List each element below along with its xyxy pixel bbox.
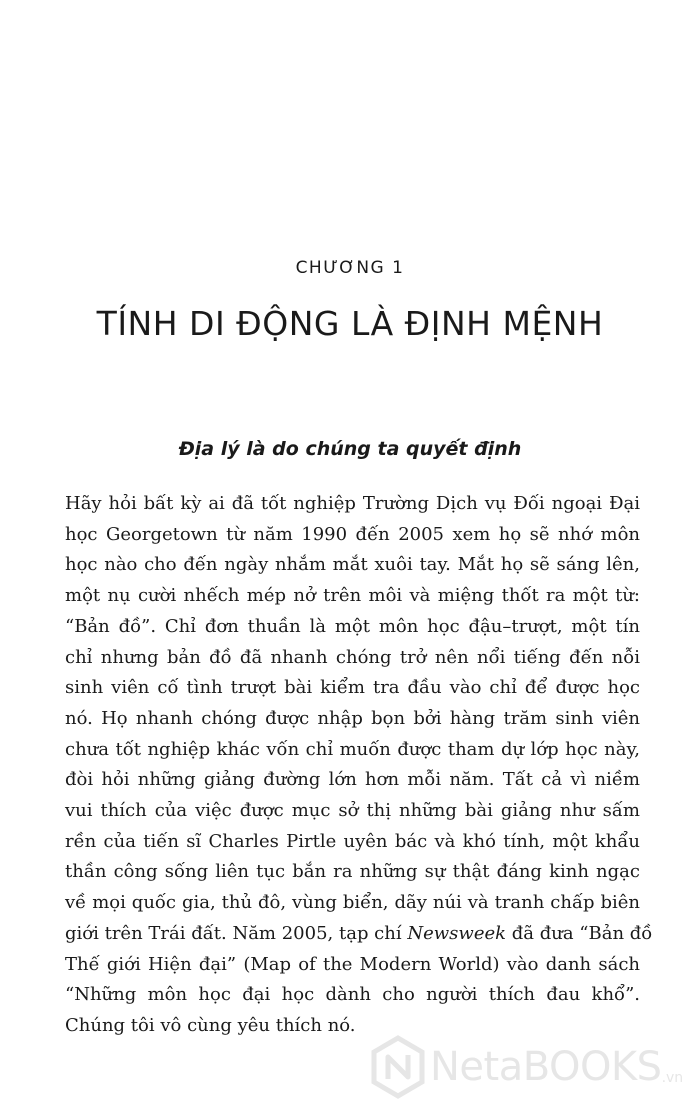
- text-line: học Georgetown từ năm 1990 đến 2005 xem họ sẽ nhớ môn: [65, 523, 640, 545]
- text-line: Hãy hỏi bất kỳ ai đã tốt nghiệp Trường Dịch vụ Đối ngoại Đại: [65, 493, 640, 514]
- text-line: học nào cho đến ngày nhắm mắt xuôi tay. Mắt họ sẽ sáng lên,: [65, 554, 640, 576]
- text-line: Thế giới Hiện đại” (Map of the Modern World) vào danh sách: [65, 953, 640, 975]
- text-segment: giới trên Trái đất. Năm 2005, tạp chí: [65, 922, 402, 944]
- text-segment: đã đưa “Bản đồ: [511, 922, 653, 944]
- watermark: [370, 1022, 690, 1112]
- text-line: “Những môn học đại học dành cho người thích đau khổ”.: [65, 984, 640, 1006]
- text-line: thần công sống liên tục bắn ra những sự thật đáng kinh ngạc: [65, 861, 640, 883]
- body-paragraph: [65, 489, 653, 1042]
- text-line: “Bản đồ”. Chỉ đơn thuần là một môn học đậu–trượt, một tín: [65, 615, 640, 637]
- magazine-name: Newsweek: [407, 922, 507, 944]
- text-line: rền của tiến sĩ Charles Pirtle uyên bác và khó tính, một khẩu: [65, 830, 640, 852]
- text-line-mixed: [65, 919, 653, 950]
- text-line: chỉ nhưng bản đồ đã nhanh chóng trở nên nổi tiếng đến nỗi: [65, 646, 640, 668]
- watermark-brand: NetaBOOKS: [430, 1044, 662, 1090]
- netabooks-logo-icon: [370, 1035, 426, 1099]
- text-line: sinh viên cố tình trượt bài kiểm tra đầu vào chỉ để được học: [65, 677, 640, 699]
- text-line: một nụ cười nhếch mép nở trên môi và miệng thốt ra một từ:: [65, 585, 640, 607]
- chapter-label: CHƯƠNG 1: [295, 258, 405, 278]
- text-line: Chúng tôi vô cùng yêu thích nó.: [65, 1014, 356, 1036]
- chapter-title: TÍNH DI ĐỘNG LÀ ĐỊNH MỆNH: [96, 304, 604, 343]
- text-line: đòi hỏi những giảng đường lớn hơn mỗi năm. Tất cả vì niềm: [65, 769, 640, 791]
- text-line: vui thích của việc được mục sở thị những bài giảng như sấm: [65, 800, 640, 822]
- text-line: về mọi quốc gia, thủ đô, vùng biển, dãy núi và tranh chấp biên: [65, 892, 640, 914]
- text-line: nó. Họ nhanh chóng được nhập bọn bởi hàng trăm sinh viên: [65, 707, 640, 729]
- section-heading: Địa lý là do chúng ta quyết định: [178, 438, 522, 460]
- watermark-suffix: .vn: [661, 1070, 684, 1086]
- text-line: chưa tốt nghiệp khác vốn chỉ muốn được tham dự lớp học này,: [65, 738, 640, 760]
